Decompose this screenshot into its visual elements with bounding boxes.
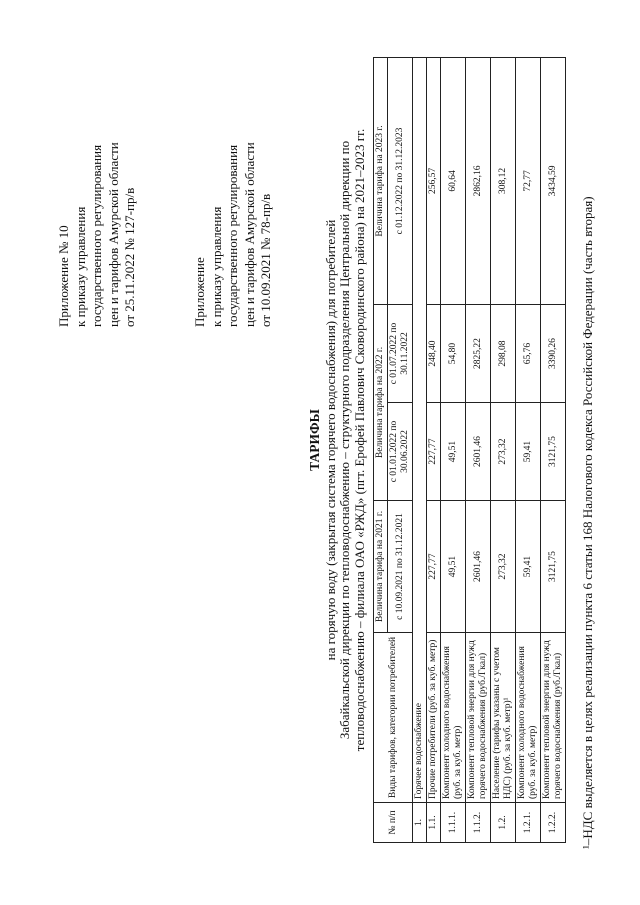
tariff-value: 273,32 xyxy=(491,403,516,501)
row-number: 1.1.1. xyxy=(441,803,466,843)
tariff-value: 256,57 xyxy=(427,57,441,304)
row-name: Компонент холодного водоснабжения (руб. за куб. метр) xyxy=(441,633,466,803)
appendix-line: от 10.09.2021 № 78-пр/в xyxy=(258,193,273,327)
tariff-value: 2862,16 xyxy=(466,57,491,304)
period-header: с 10.09.2021 по 31.12.2021 xyxy=(388,501,413,633)
appendix-line: государственного регулирования xyxy=(225,144,240,327)
tariff-value: 54,80 xyxy=(441,304,466,402)
tariff-value: 3390,26 xyxy=(541,304,566,402)
row-number: 1. xyxy=(413,803,427,843)
table-header-row xyxy=(374,57,388,842)
heading-line: тепловодоснабжению – филиала ОАО «РЖД» (пгт. Ерофей Павлович Сковородинского района) на 2021–2023 гг. xyxy=(351,128,367,752)
table-row xyxy=(441,57,466,842)
tariff-value: 59,41 xyxy=(516,403,541,501)
row-number: 1.2. xyxy=(491,803,516,843)
section-label: Горячее водоснабжение xyxy=(413,57,427,802)
tariff-value: 60,64 xyxy=(441,57,466,304)
appendix-previous-order xyxy=(192,142,275,327)
tariff-value: 72,77 xyxy=(516,57,541,304)
tariff-value: 308,12 xyxy=(491,57,516,304)
row-name: Прочие потребители (руб. за куб. метр) xyxy=(427,633,441,803)
row-number: 1.1.2. xyxy=(466,803,491,843)
appendix-line: к приказу управления xyxy=(208,206,224,327)
appendix-line: Приложение xyxy=(192,257,207,327)
col-header-2021: Величина тарифа на 2021 г. xyxy=(374,501,388,633)
tariff-value: 298,08 xyxy=(491,304,516,402)
appendix-line: от 25.11.2022 № 127-пр/в xyxy=(122,187,137,327)
document-heading xyxy=(308,25,367,855)
tariff-value: 2825,22 xyxy=(466,304,491,402)
tariff-value: 3121,75 xyxy=(541,403,566,501)
document-title: ТАРИФЫ xyxy=(307,409,322,471)
tariff-value: 49,51 xyxy=(441,403,466,501)
col-header-2023: Величина тарифа на 2023 г. xyxy=(374,57,388,304)
appendix-line: государственного регулирования xyxy=(89,144,104,327)
row-number: 1.1. xyxy=(427,803,441,843)
appendix-line: к приказу управления xyxy=(72,206,88,327)
tariff-value: 59,41 xyxy=(516,501,541,633)
table-row xyxy=(491,57,516,842)
appendix-current-order xyxy=(56,142,139,327)
tariff-value: 3434,59 xyxy=(541,57,566,304)
period-header: с 01.07.2022 по 30.11.2022 xyxy=(388,304,413,402)
row-number: 1.2.2. xyxy=(541,803,566,843)
appendix-line: цен и тарифов Амурской области xyxy=(241,142,257,327)
row-name: Компонент тепловой энергии для нужд горячего водоснабжения (руб./Гкал) xyxy=(541,633,566,803)
period-header: с 01.12.2022 по 31.12.2023 xyxy=(388,57,413,304)
tariff-value: 227,77 xyxy=(427,403,441,501)
tariff-value: 248,40 xyxy=(427,304,441,402)
row-name: Компонент тепловой энергии для нужд горячего водоснабжения (руб./Гкал) xyxy=(466,633,491,803)
table-row xyxy=(466,57,491,842)
table-row xyxy=(427,57,441,842)
col-header-kind: Виды тарифов, категории потребителей xyxy=(374,633,413,803)
tariff-value: 2601,46 xyxy=(466,403,491,501)
row-name: Население (тарифы указаны с учетом НДС) (руб. за куб. метр)¹ xyxy=(491,633,516,803)
tariff-value: 227,77 xyxy=(427,501,441,633)
col-header-2022: Величина тарифа на 2022 г. xyxy=(374,304,388,500)
appendix-line: Приложение № 10 xyxy=(56,225,71,327)
appendix-line: цен и тарифов Амурской области xyxy=(105,142,121,327)
tariff-table xyxy=(373,57,566,843)
col-header-num: № п/п xyxy=(374,803,413,843)
period-header: с 01.01.2022 по 30.06.2022 xyxy=(388,403,413,501)
heading-line: на горячую воду (закрытая система горячего водоснабжения) для потребителей xyxy=(322,219,338,661)
row-number: 1.2.1. xyxy=(516,803,541,843)
heading-line: Забайкальской дирекции по тепловодоснабжению – структурного подразделения Центральной дирекции по xyxy=(337,140,352,740)
vat-footnote: ¹–НДС выделяется в целях реализации пункта 6 статьи 168 Налогового кодекса Российской Федерации (часть вторая) xyxy=(580,196,595,849)
row-name: Компонент холодного водоснабжения (руб. за куб. метр) xyxy=(516,633,541,803)
table-section-row xyxy=(413,57,427,842)
tariff-value: 3121,75 xyxy=(541,501,566,633)
tariff-value: 65,76 xyxy=(516,304,541,402)
table-row xyxy=(541,57,566,842)
table-row xyxy=(516,57,541,842)
tariff-value: 49,51 xyxy=(441,501,466,633)
tariff-value: 273,32 xyxy=(491,501,516,633)
tariff-value: 2601,46 xyxy=(466,501,491,633)
